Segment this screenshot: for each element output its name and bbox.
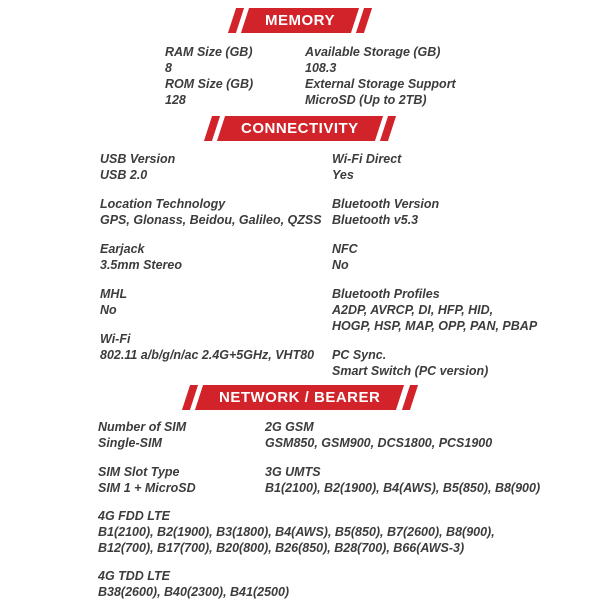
spec-label: Wi-Fi Direct bbox=[332, 152, 402, 166]
connectivity-right-column bbox=[332, 151, 537, 379]
network-banner-body bbox=[195, 385, 404, 410]
spec-label: 4G TDD LTE bbox=[98, 569, 170, 583]
network-banner bbox=[186, 385, 413, 410]
spec-value: Yes bbox=[332, 168, 354, 182]
spec-group bbox=[100, 241, 322, 273]
spec-label: RAM Size (GB) bbox=[165, 45, 253, 59]
spec-value: B1(2100), B2(1900), B3(1800), B4(AWS), B5(850), B7(2600), B8(900), bbox=[98, 525, 495, 539]
spec-value: B38(2600), B40(2300), B41(2500) bbox=[98, 585, 290, 599]
spec-value: 3.5mm Stereo bbox=[100, 258, 182, 272]
connectivity-banner-body bbox=[217, 116, 383, 141]
spec-label: Bluetooth Version bbox=[332, 197, 440, 211]
spec-group bbox=[332, 347, 537, 379]
memory-banner-body bbox=[241, 8, 359, 33]
banner-slash-right-icon bbox=[356, 8, 372, 33]
spec-group bbox=[100, 151, 322, 183]
spec-label: Number of SIM bbox=[98, 420, 187, 434]
spec-value: GSM850, GSM900, DCS1800, PCS1900 bbox=[265, 436, 493, 450]
spec-group bbox=[100, 286, 322, 318]
memory-right-column bbox=[305, 44, 456, 108]
spec-value: Bluetooth v5.3 bbox=[332, 213, 419, 227]
spec-value: 802.11 a/b/g/n/ac 2.4G+5GHz, VHT80 bbox=[100, 348, 315, 362]
spec-value: A2DP, AVRCP, DI, HFP, HID, bbox=[332, 303, 494, 317]
spec-label: Location Technology bbox=[100, 197, 226, 211]
spec-value: B12(700), B17(700), B20(800), B26(850), B28(700), B66(AWS-3) bbox=[98, 541, 465, 555]
spec-label: Bluetooth Profiles bbox=[332, 287, 440, 301]
network-right-column bbox=[265, 419, 540, 496]
spec-value: USB 2.0 bbox=[100, 168, 148, 182]
memory-section-title: MEMORY bbox=[265, 12, 335, 29]
network-section-title: NETWORK / BEARER bbox=[219, 389, 381, 406]
connectivity-banner bbox=[208, 116, 392, 141]
spec-label: Available Storage (GB) bbox=[305, 45, 441, 59]
spec-group bbox=[98, 568, 495, 600]
spec-group bbox=[98, 419, 196, 451]
spec-group bbox=[332, 151, 537, 183]
spec-group bbox=[165, 44, 253, 108]
spec-value: No bbox=[332, 258, 349, 272]
connectivity-section-title: CONNECTIVITY bbox=[241, 120, 359, 137]
spec-group bbox=[332, 286, 537, 334]
spec-label: 4G FDD LTE bbox=[98, 509, 170, 523]
spec-group bbox=[100, 331, 322, 363]
connectivity-left-column bbox=[100, 151, 322, 363]
spec-group bbox=[100, 196, 322, 228]
spec-value: Single-SIM bbox=[98, 436, 162, 450]
spec-group bbox=[305, 44, 456, 108]
connectivity-banner-row bbox=[0, 116, 600, 141]
spec-value: 128 bbox=[165, 93, 186, 107]
spec-label: 3G UMTS bbox=[265, 465, 321, 479]
spec-label: NFC bbox=[332, 242, 358, 256]
spec-value: B1(2100), B2(1900), B4(AWS), B5(850), B8(900) bbox=[265, 481, 541, 495]
network-left-column bbox=[98, 419, 196, 496]
spec-label: External Storage Support bbox=[305, 77, 456, 91]
spec-label: 2G GSM bbox=[265, 420, 314, 434]
spec-group bbox=[265, 419, 540, 451]
spec-value: 108.3 bbox=[305, 61, 337, 75]
spec-value: Smart Switch (PC version) bbox=[332, 364, 489, 378]
spec-label: Earjack bbox=[100, 242, 145, 256]
memory-left-column bbox=[165, 44, 253, 108]
spec-value: SIM 1 + MicroSD bbox=[98, 481, 196, 495]
spec-group bbox=[332, 241, 537, 273]
spec-label: ROM Size (GB) bbox=[165, 77, 254, 91]
banner-slash-right-icon bbox=[380, 116, 396, 141]
spec-group bbox=[265, 464, 540, 496]
spec-group bbox=[332, 196, 537, 228]
spec-value: No bbox=[100, 303, 117, 317]
spec-label: PC Sync. bbox=[332, 348, 387, 362]
memory-banner-row bbox=[0, 8, 600, 33]
spec-label: Wi-Fi bbox=[100, 332, 131, 346]
spec-value: GPS, Glonass, Beidou, Galileo, QZSS bbox=[100, 213, 322, 227]
spec-value: 8 bbox=[165, 61, 172, 75]
spec-group bbox=[98, 464, 196, 496]
spec-group bbox=[98, 508, 495, 556]
spec-label: SIM Slot Type bbox=[98, 465, 180, 479]
network-fullwidth-column bbox=[98, 508, 495, 600]
spec-value: HOGP, HSP, MAP, OPP, PAN, PBAP bbox=[332, 319, 538, 333]
memory-banner bbox=[232, 8, 368, 33]
spec-label: USB Version bbox=[100, 152, 176, 166]
spec-value: MicroSD (Up to 2TB) bbox=[305, 93, 427, 107]
network-banner-row bbox=[0, 385, 600, 410]
banner-slash-right-icon bbox=[402, 385, 418, 410]
spec-label: MHL bbox=[100, 287, 128, 301]
